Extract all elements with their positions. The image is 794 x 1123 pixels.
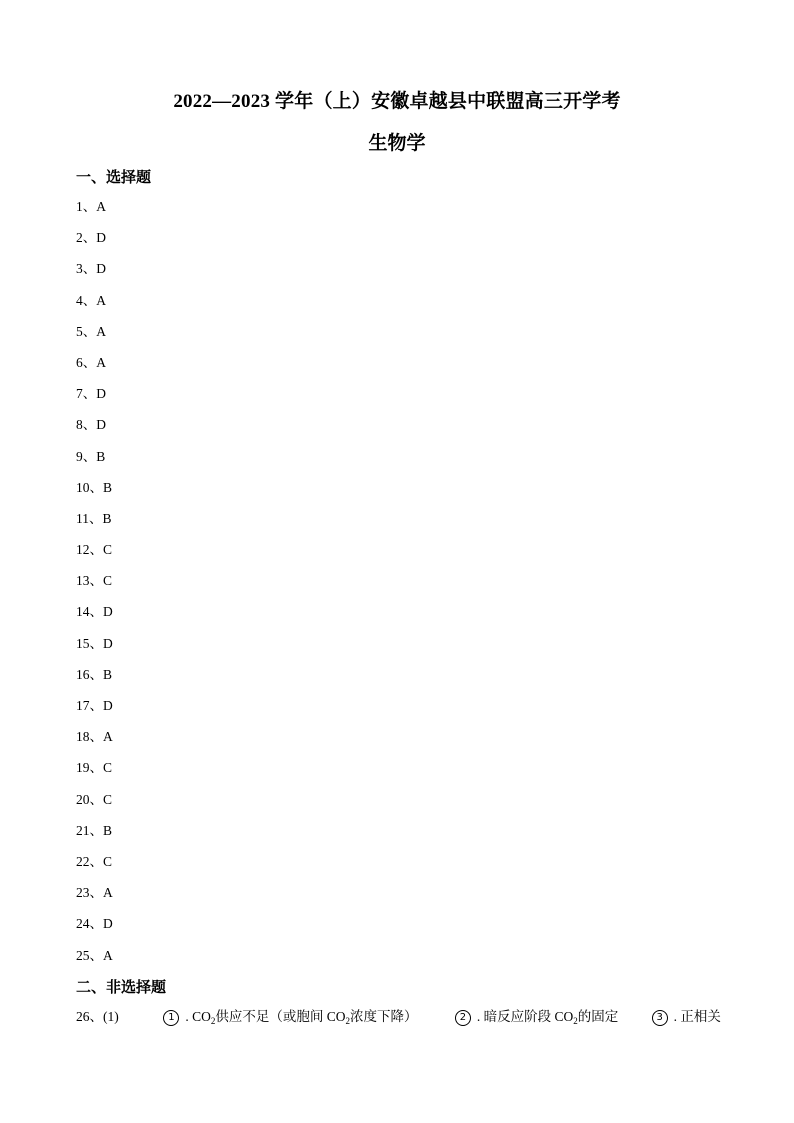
answer-item: 10、B bbox=[76, 479, 113, 495]
subject-title: 生物学 bbox=[368, 133, 426, 154]
answer-item: 25、A bbox=[76, 947, 113, 963]
answer-item: 19、C bbox=[76, 760, 113, 776]
circled-number-3-icon: 3 bbox=[652, 1010, 668, 1026]
answer-item: 7、D bbox=[76, 386, 106, 402]
answer-item: 5、A bbox=[76, 323, 106, 339]
answer-item: 11、B bbox=[76, 510, 112, 526]
question-number: 26、(1) bbox=[76, 1009, 119, 1024]
answer-item: 14、D bbox=[76, 604, 113, 620]
answer-item: 16、B bbox=[76, 666, 113, 682]
answer-item: 15、D bbox=[76, 635, 113, 651]
answer-item: 23、A bbox=[76, 885, 113, 901]
answer-item: 8、D bbox=[76, 417, 106, 433]
answer-part-2: 2 . 暗反应阶段 $CO_2$的固定 bbox=[455, 1008, 618, 1030]
answer-item: 21、B bbox=[76, 822, 113, 838]
answer-item: 4、A bbox=[76, 292, 106, 308]
answer-item: 12、C bbox=[76, 542, 113, 558]
circled-number-1-icon: 1 bbox=[163, 1010, 179, 1026]
answer-item: 1、A bbox=[76, 199, 106, 214]
answer-list bbox=[76, 198, 113, 978]
section-heading-nonchoice: 二、非选择题 bbox=[76, 980, 167, 996]
circled-number-2-icon: 2 bbox=[455, 1010, 471, 1026]
answer-part-1: 1 . $CO_2$供应不足（或胞间 $CO_2$浓度下降） bbox=[163, 1008, 417, 1030]
answer-item: 9、B bbox=[76, 448, 106, 464]
section-heading-choice: 一、选择题 bbox=[76, 170, 152, 186]
answer-item: 6、A bbox=[76, 354, 106, 370]
answer-item: 3、D bbox=[76, 261, 106, 277]
answer-part-3: 3 . 正相关 bbox=[652, 1008, 721, 1026]
answer-item: 24、D bbox=[76, 916, 113, 932]
answer-item: 2、D bbox=[76, 230, 106, 246]
answer-item: 17、D bbox=[76, 698, 113, 713]
page-title: 2022—2023 学年（上）安徽卓越县中联盟高三开学考 bbox=[173, 91, 621, 112]
answer-item: 20、C bbox=[76, 791, 113, 807]
answer-item: 18、A bbox=[76, 729, 113, 745]
answer-item: 13、C bbox=[76, 573, 113, 589]
answer-item: 22、C bbox=[76, 853, 113, 869]
question-26-answer bbox=[76, 1008, 756, 1030]
